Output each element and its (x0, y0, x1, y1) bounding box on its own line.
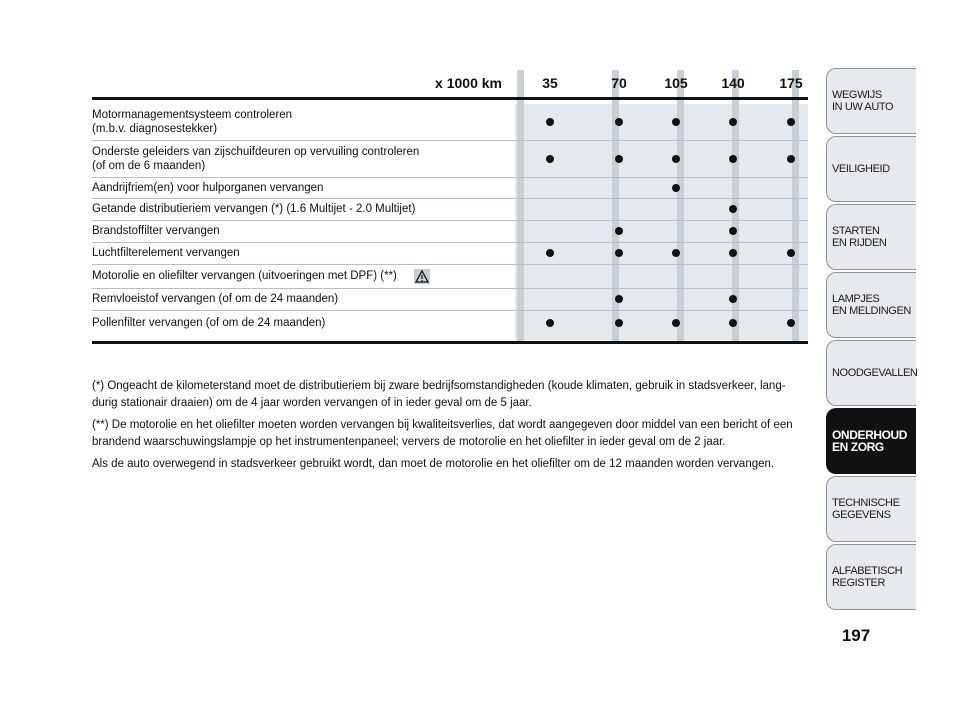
maintenance-task: Brandstoffilter vervangen (92, 225, 220, 237)
maintenance-task: Aandrijfriem(en) voor hulporganen vervangen (92, 181, 324, 194)
footnote-engine-oil: (**) De motorolie en het oliefilter moeten worden vervangen bij kwaliteitsverlies, dat wordt aangegeven door middel van een bericht of een brandend waarschuwingslampje op het instrumentenpaneel; ververs de motorolie en het oliefilter in ieder geval om de 2 jaar. (92, 419, 793, 448)
chapter-tab[interactable] (826, 272, 916, 338)
table-row (92, 220, 808, 243)
maintenance-task: Getande distributieriem vervangen (*) (1.6 Multijet - 2.0 Multijet) (92, 203, 416, 215)
footnote-timing-belt: (*) Ongeacht de kilometerstand moet de distributieriem bij zware bedrijfsomstandigheden (koude klimaten, gebruik in stadsverkeer, lang-durig stationair draaien) om de 4 jaar worden vervangen of in ieder geval om de 5 jaar. (92, 380, 786, 409)
service-interval-mark (787, 249, 795, 257)
service-interval-mark (615, 227, 623, 235)
chapter-tab-label: LAMPJES EN MELDINGEN (832, 293, 911, 317)
service-interval-mark (546, 155, 554, 163)
chapter-tab[interactable] (826, 340, 916, 406)
column-header-km: 140 (721, 75, 745, 91)
service-interval-mark (615, 319, 623, 327)
service-interval-mark (546, 249, 554, 257)
table-top-rule (92, 97, 808, 100)
service-interval-mark (729, 155, 737, 163)
service-interval-mark (787, 118, 795, 126)
footnotes (92, 378, 808, 478)
service-interval-mark (787, 319, 795, 327)
table-bottom-rule (92, 341, 808, 344)
maintenance-task: Pollenfilter vervangen (of om de 24 maanden) (92, 317, 326, 329)
service-interval-mark (787, 155, 795, 163)
service-interval-mark (615, 118, 623, 126)
chapter-tab-label: ALFABETISCH REGISTER (832, 565, 903, 589)
service-interval-mark (729, 118, 737, 126)
column-header-km: 35 (542, 75, 558, 91)
service-interval-mark (615, 295, 623, 303)
service-interval-mark (672, 184, 680, 192)
maintenance-task: Motorolie en oliefilter vervangen (uitvoeringen met DPF) (**) (92, 270, 397, 282)
service-interval-mark (672, 319, 680, 327)
service-interval-mark (546, 118, 554, 126)
maintenance-task: Onderste geleiders van zijschuifdeuren op vervuiling controleren (of om de 6 maanden) (92, 145, 420, 172)
chapter-tab[interactable] (826, 204, 916, 270)
chapter-tab-label: TECHNISCHE GEGEVENS (832, 497, 900, 521)
maintenance-task: Motormanagementsysteem controleren (m.b.v. diagnosestekker) (92, 109, 293, 135)
service-interval-mark (729, 249, 737, 257)
service-interval-mark (672, 249, 680, 257)
table-row (92, 310, 808, 336)
chapter-tab-label: ONDERHOUD EN ZORG (832, 428, 908, 454)
service-interval-mark (615, 249, 623, 257)
warning-triangle-icon (414, 269, 430, 284)
chapter-tab[interactable] (826, 68, 916, 134)
service-interval-mark (729, 227, 737, 235)
table-row (92, 104, 808, 141)
maintenance-task: Remvloeistof vervangen (of om de 24 maanden) (92, 293, 339, 305)
column-header-km: 70 (611, 75, 627, 91)
column-header-km: 105 (664, 75, 688, 91)
table-row (92, 140, 808, 178)
service-interval-mark (615, 155, 623, 163)
maintenance-table (92, 70, 808, 344)
service-interval-mark (729, 295, 737, 303)
chapter-tab[interactable] (826, 136, 916, 202)
chapter-tab-label: VEILIGHEID (832, 163, 890, 175)
table-row (92, 198, 808, 221)
chapter-tab-label: NOODGEVALLEN (832, 367, 918, 379)
table-row (92, 242, 808, 265)
table-row (92, 288, 808, 311)
table-row (92, 177, 808, 199)
footnote-city-traffic: Als de auto overwegend in stadsverkeer gebruikt wordt, dan moet de motorolie en het oliefilter om de 12 maanden worden vervangen. (92, 458, 775, 470)
service-interval-mark (729, 205, 737, 213)
chapter-tab-label: STARTEN EN RIJDEN (832, 225, 887, 249)
page-number: 197 (841, 626, 871, 645)
table-row (92, 264, 808, 289)
chapter-tab[interactable] (826, 408, 916, 474)
chapter-tab[interactable] (826, 476, 916, 542)
maintenance-task: Luchtfilterelement vervangen (92, 247, 240, 259)
service-interval-mark (729, 319, 737, 327)
service-interval-mark (672, 155, 680, 163)
service-interval-mark (546, 319, 554, 327)
service-interval-mark (672, 118, 680, 126)
chapter-tab[interactable] (826, 544, 916, 610)
km-unit-header: x 1000 km (435, 75, 502, 91)
column-header-km: 175 (779, 75, 803, 91)
chapter-tab-label: WEGWIJS IN UW AUTO (832, 89, 894, 113)
